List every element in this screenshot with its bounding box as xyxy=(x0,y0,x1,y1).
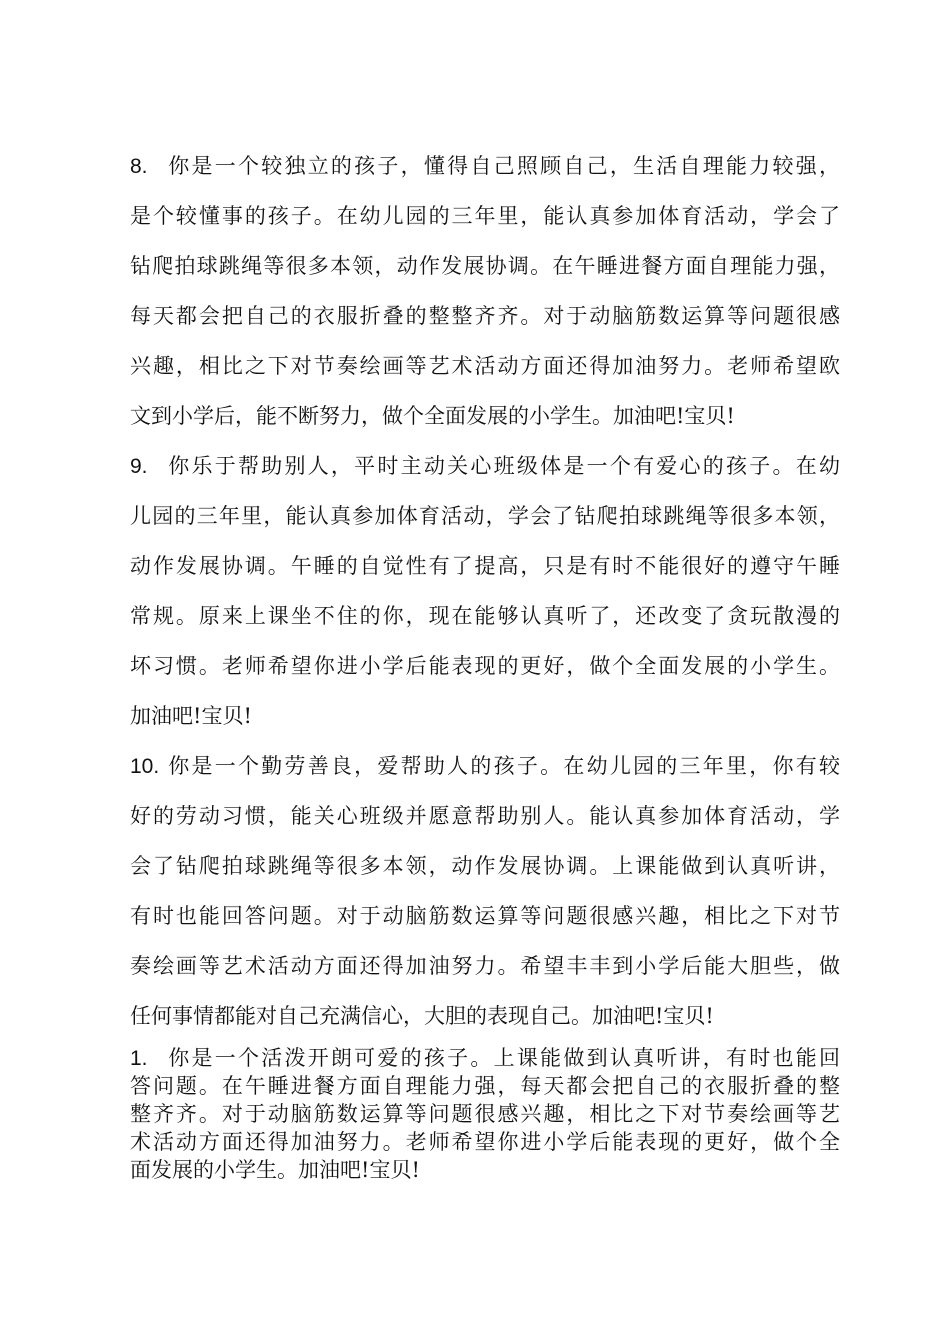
paragraph-line: 有时也能回答问题。对于动脑筋数运算等问题很感兴趣，相比之下对节 xyxy=(130,904,840,928)
paragraph-text: 你是一个勤劳善良，爱帮助人的孩子。在幼儿园的三年里，你有较 xyxy=(166,754,840,778)
paragraph-line: 是个较懂事的孩子。在幼儿园的三年里，能认真参加体育活动，学会了 xyxy=(130,204,840,228)
paragraph-8 xyxy=(130,141,840,441)
paragraph-line: 文到小学后，能不断努力，做个全面发展的小学生。加油吧!宝贝! xyxy=(130,404,735,428)
paragraph-number: 9. xyxy=(130,455,148,478)
paragraph-number: 10. xyxy=(130,755,160,778)
paragraph-line: 任何事情都能对自己充满信心，大胆的表现自己。加油吧!宝贝! xyxy=(130,1004,714,1028)
paragraph-line xyxy=(130,1044,840,1072)
paragraph-line: 答问题。在午睡进餐方面自理能力强，每天都会把自己的衣服折叠的整 xyxy=(130,1074,840,1098)
paragraph-line xyxy=(130,441,840,491)
paragraph-line: 常规。原来上课坐不住的你，现在能够认真听了，还改变了贪玩散漫的 xyxy=(130,604,840,628)
paragraph-line: 整齐齐。对于动脑筋数运算等问题很感兴趣，相比之下对节奏绘画等艺 xyxy=(130,1102,840,1126)
paragraph-line: 每天都会把自己的衣服折叠的整整齐齐。对于动脑筋数运算等问题很感 xyxy=(130,304,840,328)
paragraph-line: 好的劳动习惯，能关心班级并愿意帮助别人。能认真参加体育活动，学 xyxy=(130,804,840,828)
paragraph-line: 加油吧!宝贝! xyxy=(130,704,252,728)
paragraph-line xyxy=(130,741,840,791)
paragraph-line: 儿园的三年里，能认真参加体育活动，学会了钻爬拍球跳绳等很多本领， xyxy=(130,504,840,528)
paragraph-number: 1. xyxy=(130,1047,148,1070)
paragraph-line: 术活动方面还得加油努力。老师希望你进小学后能表现的更好，做个全 xyxy=(130,1130,840,1154)
paragraph-1 xyxy=(130,1044,840,1184)
paragraph-line xyxy=(130,141,840,191)
paragraph-9 xyxy=(130,441,840,741)
paragraph-line: 面发展的小学生。加油吧!宝贝! xyxy=(130,1158,420,1182)
paragraph-line: 会了钻爬拍球跳绳等很多本领，动作发展协调。上课能做到认真听讲， xyxy=(130,854,840,878)
paragraph-line: 坏习惯。老师希望你进小学后能表现的更好，做个全面发展的小学生。 xyxy=(130,654,840,678)
paragraph-text: 你是一个活泼开朗可爱的孩子。上课能做到认真听讲，有时也能回 xyxy=(166,1046,840,1070)
paragraph-10 xyxy=(130,741,840,1041)
paragraph-line: 钻爬拍球跳绳等很多本领，动作发展协调。在午睡进餐方面自理能力强， xyxy=(130,254,840,278)
paragraph-line: 动作发展协调。午睡的自觉性有了提高，只是有时不能很好的遵守午睡 xyxy=(130,554,840,578)
paragraph-line: 奏绘画等艺术活动方面还得加油努力。希望丰丰到小学后能大胆些，做 xyxy=(130,954,840,978)
paragraph-line: 兴趣，相比之下对节奏绘画等艺术活动方面还得加油努力。老师希望欧 xyxy=(130,354,840,378)
paragraph-number: 8. xyxy=(130,155,148,178)
paragraph-text: 你是一个较独立的孩子，懂得自己照顾自己，生活自理能力较强， xyxy=(166,154,840,178)
paragraph-text: 你乐于帮助别人，平时主动关心班级体是一个有爱心的孩子。在幼 xyxy=(166,454,840,478)
